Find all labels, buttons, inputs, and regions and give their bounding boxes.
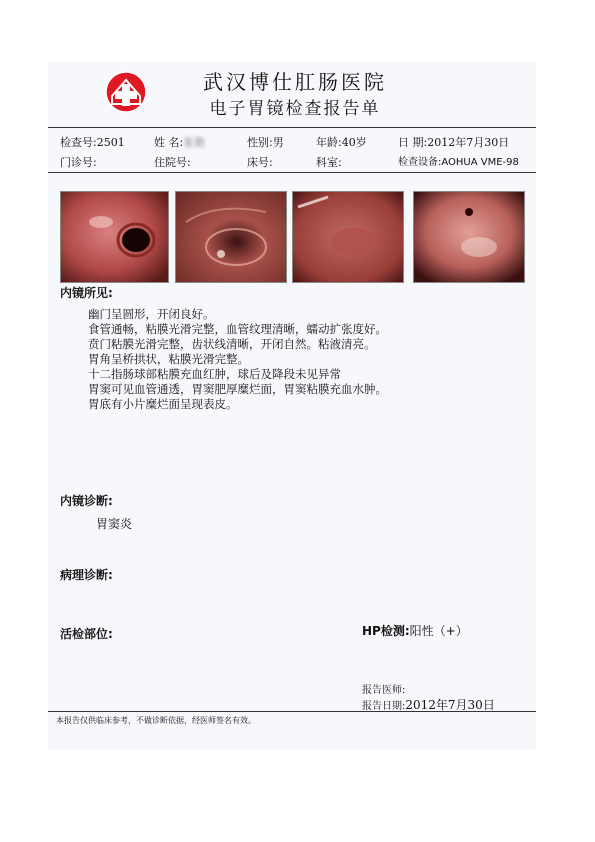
- findings-line: 食管通畅，粘膜光滑完整，血管纹理清晰，蠕动扩张度好。: [88, 322, 387, 336]
- findings-label: 内镜所见:: [60, 286, 113, 300]
- age-field: 年龄:40岁: [316, 136, 367, 149]
- endoscopy-image-4: [413, 191, 525, 283]
- disclaimer-note: 本报告仅供临床参考，不做诊断依据，经医师签名有效。: [56, 716, 256, 725]
- patient-name: 张艳: [183, 136, 206, 149]
- endoscopy-image-1: [60, 191, 169, 283]
- header-divider: [48, 127, 536, 128]
- pathology-label: 病理诊断:: [60, 568, 113, 582]
- biopsy-label: 活检部位:: [60, 627, 113, 641]
- sex-field: 性别:男: [247, 136, 284, 149]
- name-field: 姓 名:张艳: [154, 136, 206, 149]
- findings-line: 胃底有小片糜烂面呈现表皮。: [88, 397, 238, 411]
- bed-field: 床号:: [247, 156, 273, 169]
- findings-line: 十二指肠球部粘膜充血红肿，球后及降段未见异常: [88, 367, 341, 381]
- findings-text: [88, 307, 387, 412]
- hp-field: HP检测:阳性（+）: [362, 624, 468, 638]
- footer-divider: [48, 711, 536, 712]
- device-field: 检查设备:AOHUA VME-98: [398, 157, 519, 168]
- endoscopy-image-2: [175, 191, 287, 283]
- hospital-name: 武汉博仕肛肠医院: [203, 70, 387, 94]
- date-field: 日 期:2012年7月30日: [398, 136, 510, 149]
- findings-line: 胃角呈桥拱状，粘膜光滑完整。: [88, 352, 249, 366]
- diagnosis-label: 内镜诊断:: [60, 494, 113, 508]
- report-date-field: 报告日期:2012年7月30日: [362, 698, 495, 712]
- inpatient-field: 住院号:: [154, 156, 191, 169]
- findings-line: 幽门呈圆形，开闭良好。: [88, 307, 215, 321]
- endoscopy-image-3: [292, 191, 404, 283]
- report-doctor-field: 报告医师:: [362, 685, 406, 696]
- info-divider: [48, 172, 536, 173]
- dept-field: 科室:: [316, 156, 342, 169]
- exam-no-field: 检查号:2501: [60, 136, 125, 149]
- outpatient-field: 门诊号:: [60, 156, 97, 169]
- diagnosis-value: 胃窦炎: [96, 517, 133, 531]
- findings-line: 贲门粘膜光滑完整，齿状线清晰，开闭自然。粘液清亮。: [88, 337, 376, 351]
- report-title: 电子胃镜检查报告单: [209, 99, 381, 119]
- findings-line: 胃窦可见血管通透，胃窦肥厚糜烂面，胃窦粘膜充血水肿。: [88, 382, 387, 396]
- red-cross-icon: [104, 70, 148, 114]
